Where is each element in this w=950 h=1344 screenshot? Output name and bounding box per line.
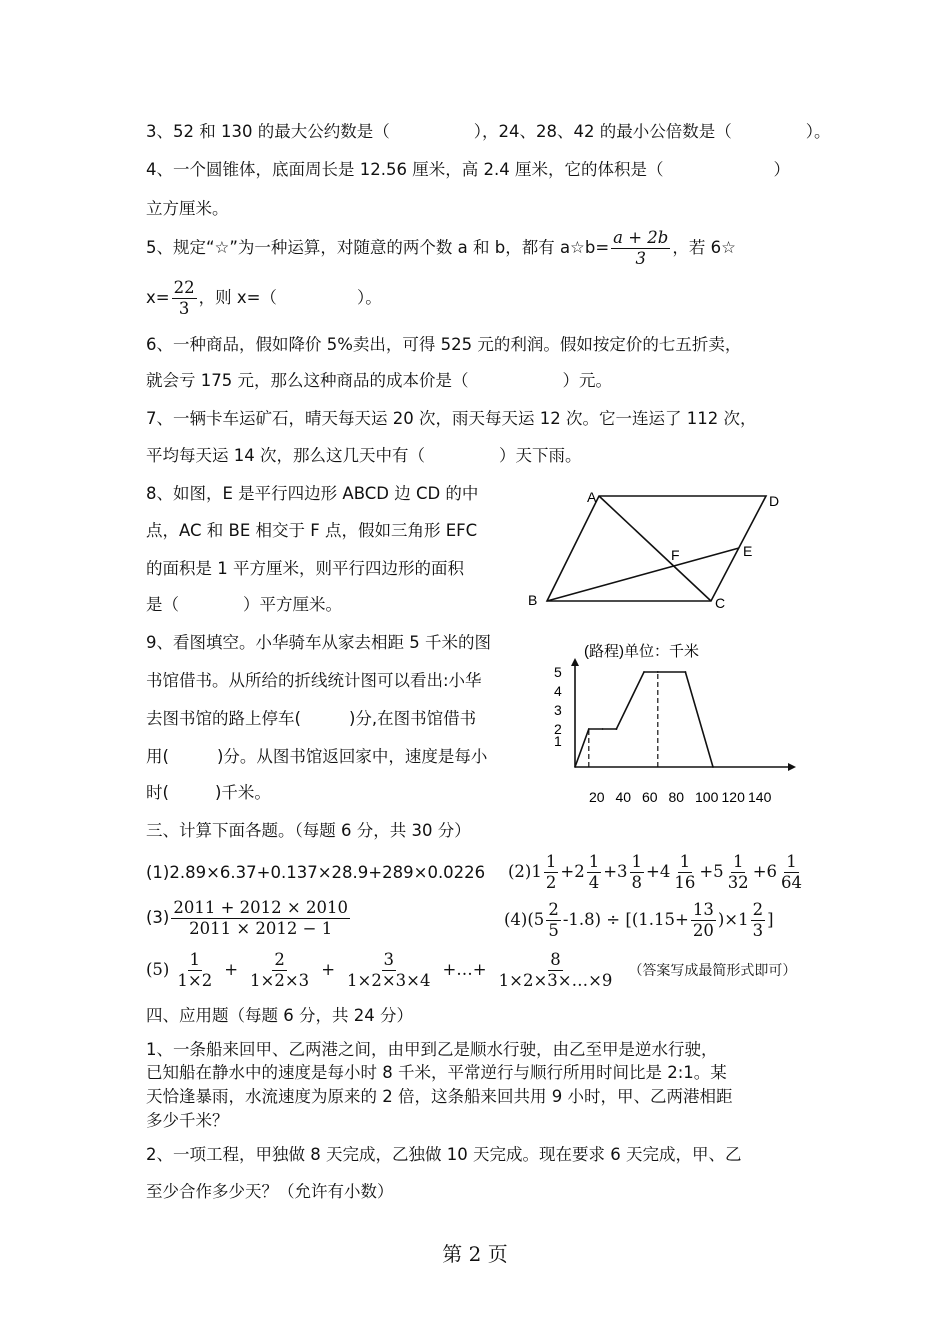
question-4: 4、一个圆锥体，底面周长是 12.56 厘米，高 2.4 厘米，它的体积是（ ） <box>146 160 790 179</box>
parallelogram-figure <box>520 480 790 620</box>
calc-5-fraction: $\frac{2}{1\times 2\times 3}$ <box>250 950 310 990</box>
calc-2-fraction: $\frac{1}{2}$ <box>545 852 557 892</box>
section-3-title: 三、计算下面各题。（每题 6 分，共 30 分） <box>146 821 471 840</box>
fraction-a2b-3: $\frac{a + 2b}{3}$ <box>613 228 669 268</box>
page-number: 第 2 页 <box>442 1242 508 1266</box>
calc-4: (4)(5 $\frac{2}{5}$ -1.8) ÷ [(1.15+ $\frac{13}{20}$ )×1 $\frac{2}{3}$ ] <box>504 900 774 940</box>
calc-2-whole: +3 <box>603 862 628 881</box>
data-point <box>657 671 659 673</box>
calc-5-fraction: $\frac{3}{1\times 2\times 3\times 4}$ <box>347 950 431 990</box>
question-9-line2: 书馆借书。从所给的折线统计图可以看出:小华 <box>146 671 482 690</box>
x-tick-label: 80 <box>668 789 685 805</box>
data-point <box>616 728 618 730</box>
y-tick-label: 5 <box>554 664 562 680</box>
app-1-line4: 多少千米？ <box>146 1111 229 1130</box>
calc-2-fraction: $\frac{1}{4}$ <box>588 852 600 892</box>
label-c: C <box>715 595 726 611</box>
question-9-line3: 去图书馆的路上停车( )分,在图书馆借书 <box>146 709 477 728</box>
calc-2-fraction: $\frac{1}{64}$ <box>781 852 803 892</box>
distance-line-chart <box>540 636 800 811</box>
question-6: 6、一种商品，假如降价 5%卖出，可得 525 元的利润。假如按定价的七五折卖， <box>146 335 742 354</box>
calc-2-whole: +5 <box>699 862 724 881</box>
question-8-line3: 的面积是 1 平方厘米，则平行四边形的面积 <box>146 559 464 578</box>
calc-5-operator: + <box>321 960 336 979</box>
chart-title: (路程)单位：千米 <box>584 643 699 660</box>
app-2: 2、一项工程，甲独做 8 天完成，乙独做 10 天完成。现在要求 6 天完成，甲、乙 <box>146 1145 742 1164</box>
question-9-line5: 时( )千米。 <box>146 783 271 802</box>
x-tick-label: 100 <box>695 789 719 805</box>
question-5-cont: x= $\frac{22}{3}$ ，则 x=（ ）。 <box>146 278 382 318</box>
data-point <box>574 766 576 768</box>
question-7: 7、一辆卡车运矿石，晴天每天运 20 次，雨天每天运 12 次。它一连运了 112 次， <box>146 409 757 428</box>
calc-3-fraction: $\frac{2011 + 2012 \times 2010}{2011 \times 2012 - 1}$ <box>173 898 348 938</box>
parallelogram-abcd <box>547 496 766 601</box>
calc-2-fraction: $\frac{1}{32}$ <box>727 852 749 892</box>
y-tick-label: 2 <box>554 721 562 737</box>
question-9: 9、看图填空。小华骑车从家去相距 5 千米的图 <box>146 633 491 652</box>
y-tick-label: 4 <box>554 683 562 699</box>
question-8: 8、如图，E 是平行四边形 ABCD 边 CD 的中 <box>146 484 479 503</box>
question-5: 5、规定“☆”为一种运算，对随意的两个数 a 和 b，都有 a☆b= $\frac{a + 2b}{3}$ ，若 6☆ <box>146 228 736 268</box>
calc-1: (1)2.89×6.37+0.137×28.9+289×0.0226 <box>146 863 486 882</box>
calc-2-whole: 1 <box>531 862 542 881</box>
calc-3: (3) $\frac{2011 + 2012 \times 2010}{2011 \times 2012 - 1}$ <box>146 898 348 938</box>
y-tick-label: 3 <box>554 702 562 718</box>
label-f: F <box>671 547 680 563</box>
question-8-line2: 点，AC 和 BE 相交于 F 点，假如三角形 EFC <box>146 521 478 540</box>
label-b: B <box>528 592 538 608</box>
label-d: D <box>769 493 780 509</box>
calc-5-fraction: $\frac{1}{1\times 2}$ <box>177 950 213 990</box>
calc-2-fraction: $\frac{1}{16}$ <box>674 852 696 892</box>
calc-2-whole: +4 <box>646 862 671 881</box>
calc-2: (2)1 $\frac{1}{2}$ +2 $\frac{1}{4}$ +3 $\frac{1}{8}$ +4 $\frac{1}{16}$ +5 $\frac{1}{32}$ +6 $\frac{1}{64}$ <box>508 852 806 896</box>
calc-5-operator: +…+ <box>442 960 487 979</box>
data-point <box>712 766 714 768</box>
diagonal-ac <box>599 496 711 601</box>
data-point <box>602 728 604 730</box>
calc-4-frac-2: $\frac{13}{20}$ <box>692 900 714 940</box>
x-tick-label: 60 <box>642 789 658 805</box>
label-a: A <box>587 489 597 505</box>
calc-4-frac-3: $\frac{2}{3}$ <box>752 900 764 940</box>
data-point <box>643 671 645 673</box>
x-axis-arrow <box>788 763 796 771</box>
data-point <box>588 728 590 730</box>
distance-series-line <box>575 672 713 767</box>
x-tick-label: 40 <box>615 789 632 805</box>
app-1-line3: 天恰逢暴雨，水流速度为原来的 2 倍，这条船来回共用 9 小时，甲、乙两港相距 <box>146 1087 733 1106</box>
question-4-cont: 立方厘米。 <box>146 199 229 218</box>
calc-5-operator: + <box>224 960 239 979</box>
label-e: E <box>743 543 753 559</box>
calc-5-fraction: $\frac{8}{1\times 2\times 3\times\dots\times 9}$ <box>498 950 613 990</box>
calc-4-frac-1: $\frac{2}{5}$ <box>548 900 559 940</box>
question-7-cont: 平均每天运 14 次，那么这几天中有（ ）天下雨。 <box>146 446 582 465</box>
question-9-line4: 用( )分。从图书馆返回家中，速度是每小 <box>146 747 488 766</box>
app-1: 1、一条船来回甲、乙两港之间，由甲到乙是顺水行驶，由乙至甲是逆水行驶， <box>146 1040 718 1059</box>
calc-2-whole: +6 <box>752 862 778 881</box>
x-tick-label: 140 <box>748 789 772 805</box>
app-2-line2: 至少合作多少天？（允许有小数） <box>146 1182 394 1201</box>
calc-5: (5) $\frac{1}{1\times 2}$ + $\frac{2}{1\times 2\times 3}$ + $\frac{3}{1\times 2\times 3\times 4}$ +…+ $\frac{8}{1\times 2\times 3\times\dots\times 9}$ （答案写成最简形式即可） <box>146 950 797 990</box>
app-1-line2: 已知船在静水中的速度是每小时 8 千米，平常逆行与顺行所用时间比是 2:1。某 <box>146 1063 727 1082</box>
calc-2-fraction: $\frac{1}{8}$ <box>631 852 643 892</box>
segment-be <box>547 548 739 601</box>
y-axis-arrow <box>571 658 579 666</box>
calc-2-whole: +2 <box>560 862 585 881</box>
question-6-cont: 就会亏 175 元，那么这种商品的成本价是（ ）元。 <box>146 371 612 390</box>
x-tick-label: 20 <box>589 789 605 805</box>
data-point <box>685 671 687 673</box>
section-4-title: 四、应用题（每题 6 分，共 24 分） <box>146 1006 413 1025</box>
y-tick-label: 1 <box>554 733 562 749</box>
x-tick-label: 120 <box>721 789 745 805</box>
question-3: 3、52 和 130 的最大公约数是（ ），24、28、42 的最小公倍数是（ ）。 <box>146 122 831 141</box>
question-8-line4: 是（ ）平方厘米。 <box>146 595 342 614</box>
fraction-22-3: $\frac{22}{3}$ <box>173 278 195 318</box>
